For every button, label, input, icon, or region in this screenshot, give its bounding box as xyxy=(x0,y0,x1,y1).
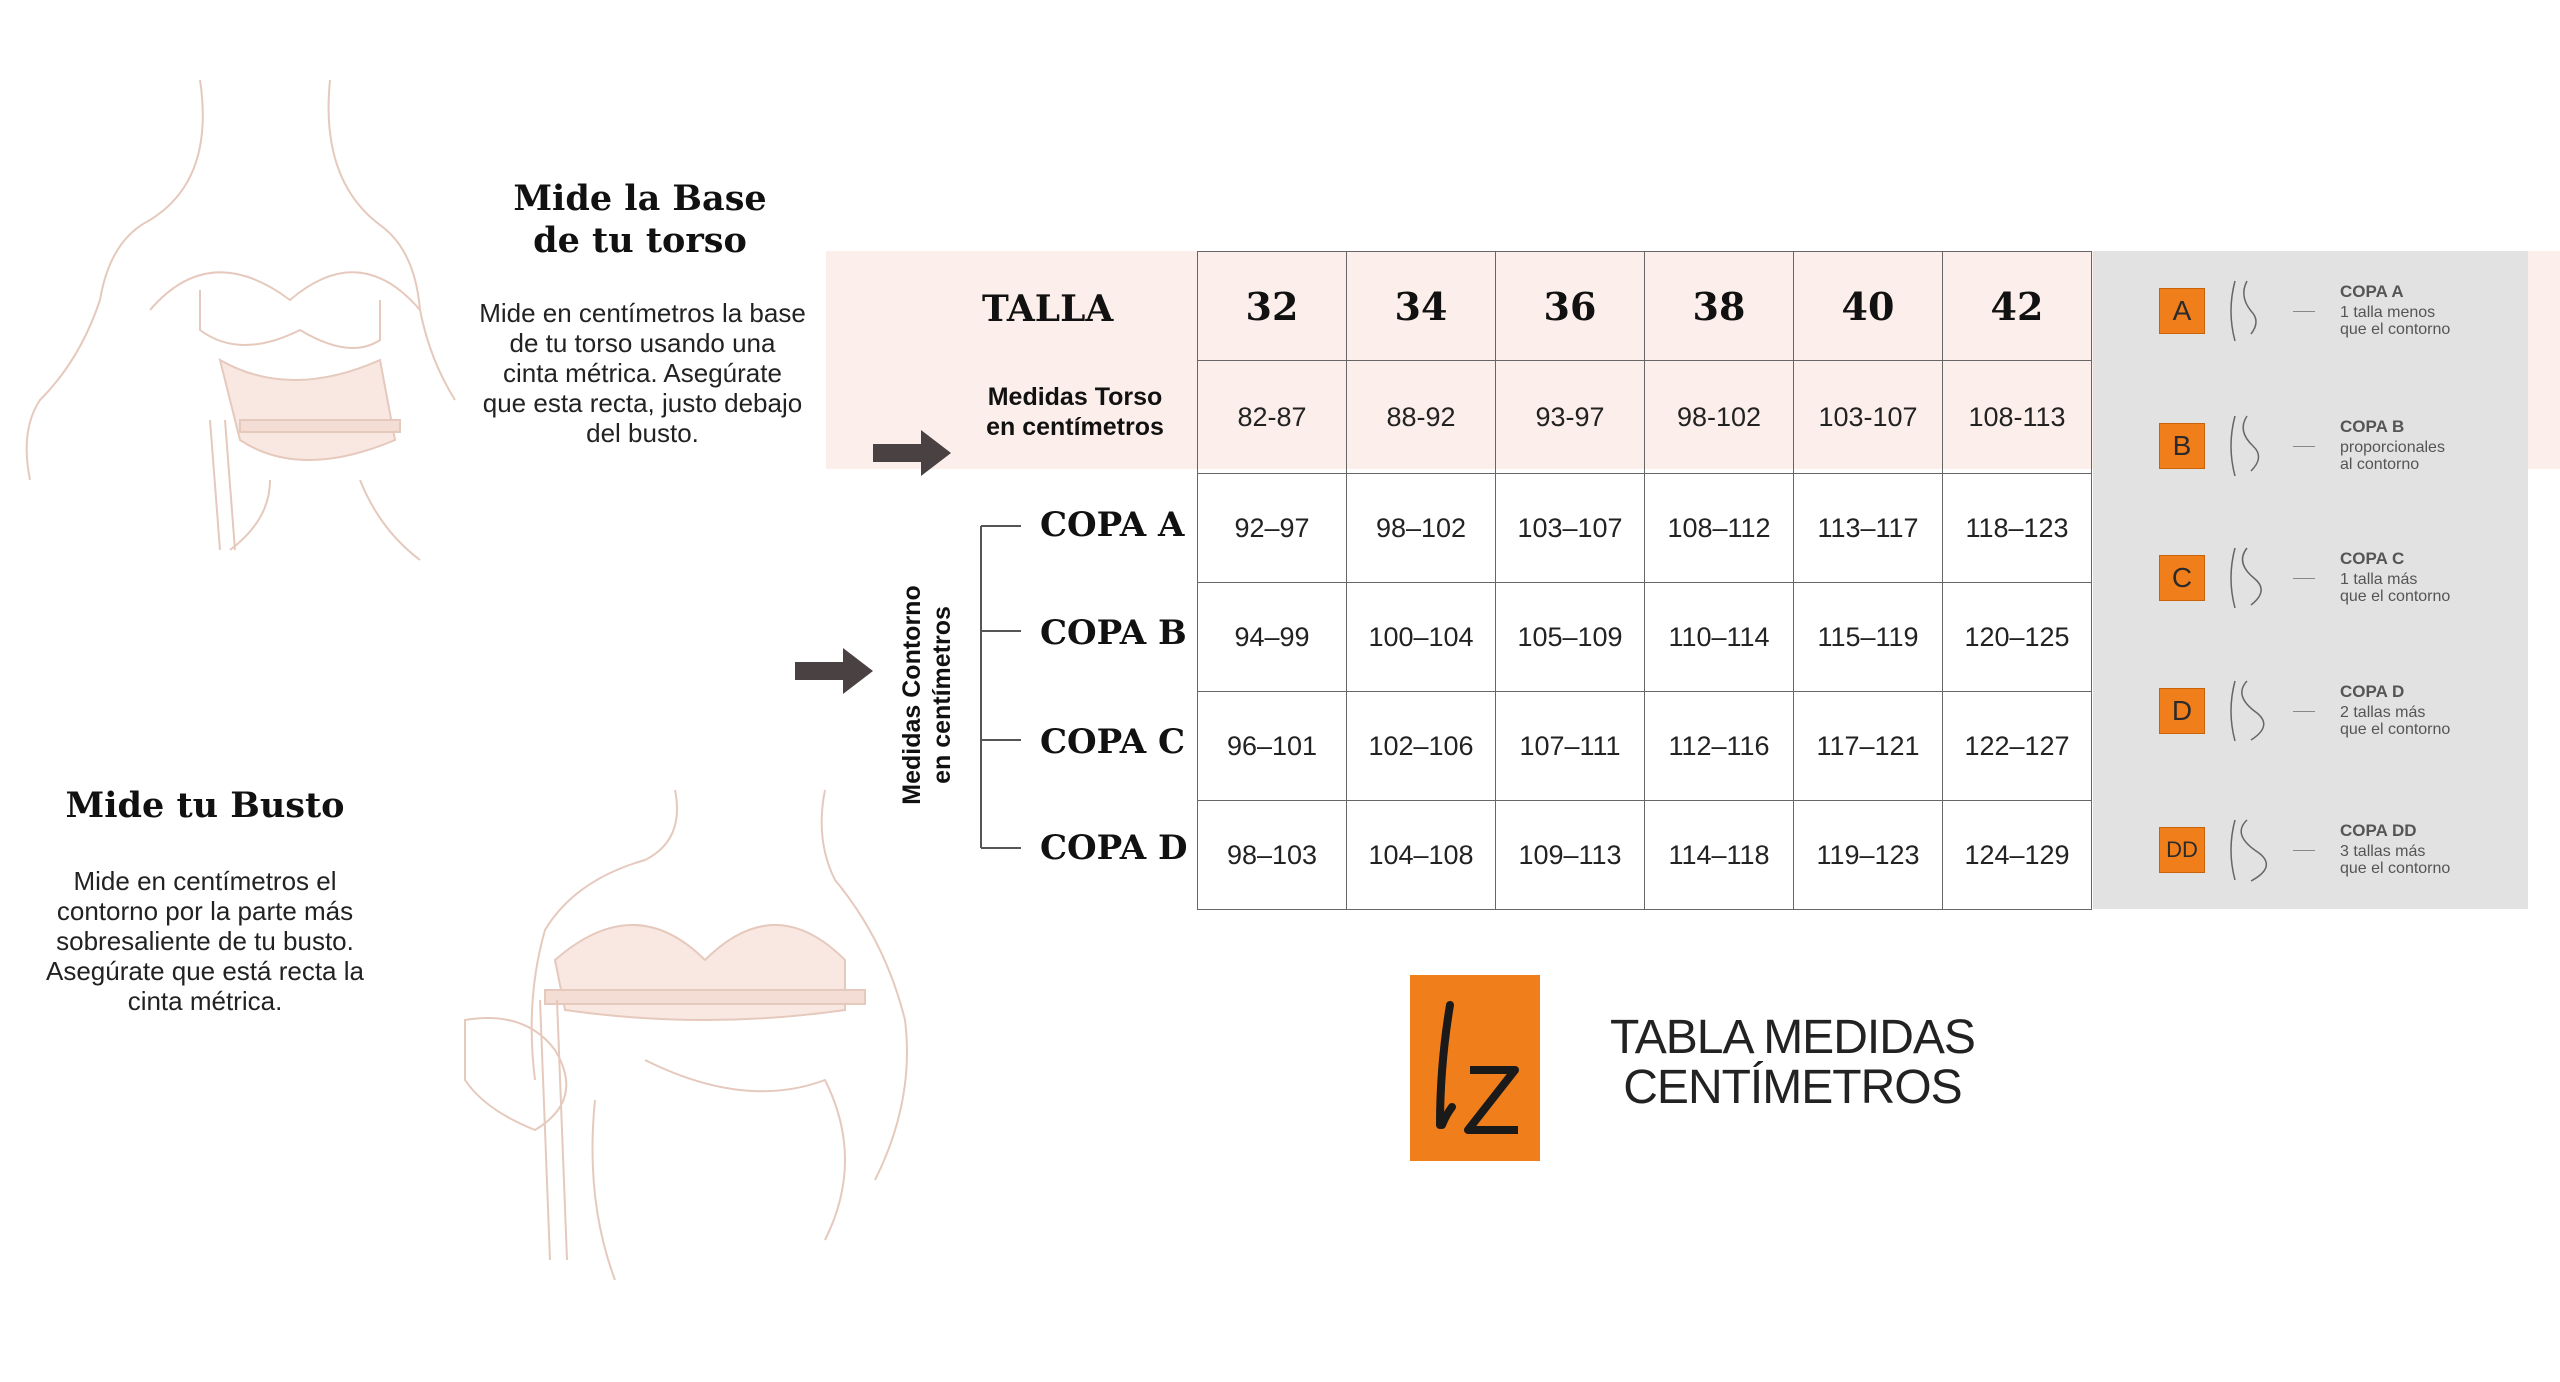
cup-guide-row xyxy=(2093,676,2528,746)
cup-description xyxy=(2340,304,2520,338)
cup-title: COPA C xyxy=(2340,549,2405,568)
contorno-cell: 100–104 xyxy=(1347,583,1496,692)
cup-description-line: que el contorno xyxy=(2340,321,2451,338)
bust-instructions-line: cinta métrica. xyxy=(127,986,283,1016)
contorno-cell: 109–113 xyxy=(1496,801,1645,910)
cup-description-line: proporcionales xyxy=(2340,439,2445,456)
cup-guide-row xyxy=(2093,543,2528,613)
size-cell: 36 xyxy=(1496,252,1645,361)
contorno-cell: 92–97 xyxy=(1198,474,1347,583)
breast-profile-icon xyxy=(2225,411,2285,481)
torso-row xyxy=(1198,361,2092,474)
divider xyxy=(2293,850,2315,851)
torso-cell: 98-102 xyxy=(1645,361,1794,474)
chart-title xyxy=(1610,1013,1975,1113)
torso-instructions-line: de tu torso usando una xyxy=(509,328,776,358)
size-cell: 40 xyxy=(1794,252,1943,361)
contorno-cell: 124–129 xyxy=(1943,801,2092,910)
cup-description-line: 2 tallas más xyxy=(2340,704,2426,721)
torso-cell: 82-87 xyxy=(1198,361,1347,474)
cup-description-line: al contorno xyxy=(2340,456,2420,473)
torso-cell: 108-113 xyxy=(1943,361,2092,474)
torso-instructions xyxy=(455,298,830,448)
contorno-measure-label-line1: Medidas Contorno xyxy=(898,585,926,805)
size-cell: 38 xyxy=(1645,252,1794,361)
breast-profile-icon xyxy=(2225,676,2285,746)
breast-profile-icon xyxy=(2225,276,2285,346)
divider xyxy=(2293,311,2315,312)
contorno-measure-label xyxy=(897,525,957,865)
cup-letter-badge: D xyxy=(2159,688,2205,734)
arrow-right-icon xyxy=(795,648,875,694)
divider xyxy=(2293,446,2315,447)
contorno-cell: 113–117 xyxy=(1794,474,1943,583)
bust-instructions-line: contorno por la parte más xyxy=(56,896,354,926)
bust-illustration xyxy=(445,780,935,1300)
copa-a-label: COPA A xyxy=(1040,505,1185,545)
breast-profile-icon xyxy=(2225,543,2285,613)
talla-label: TALLA xyxy=(982,288,1114,330)
cup-letter-badge: B xyxy=(2159,423,2205,469)
copa-b-label: COPA B xyxy=(1040,613,1187,653)
torso-cell: 103-107 xyxy=(1794,361,1943,474)
cup-letter-badge: DD xyxy=(2159,827,2205,873)
torso-heading xyxy=(470,178,810,262)
cup-letter-badge: A xyxy=(2159,288,2205,334)
contorno-cell: 94–99 xyxy=(1198,583,1347,692)
cup-description-line: que el contorno xyxy=(2340,860,2451,877)
cup-guide-row xyxy=(2093,276,2528,346)
cup-guide-row xyxy=(2093,411,2528,481)
cup-title: COPA A xyxy=(2340,282,2404,301)
divider xyxy=(2293,711,2315,712)
arrow-right-icon xyxy=(873,430,953,476)
torso-illustration xyxy=(0,60,470,580)
contorno-cell: 115–119 xyxy=(1794,583,1943,692)
bust-instructions-line: Mide en centímetros el xyxy=(73,866,337,896)
contorno-cell: 122–127 xyxy=(1943,692,2092,801)
contorno-cell: 108–112 xyxy=(1645,474,1794,583)
bust-heading: Mide tu Busto xyxy=(65,785,345,826)
contorno-cell: 112–116 xyxy=(1645,692,1794,801)
contorno-cell: 103–107 xyxy=(1496,474,1645,583)
bust-instructions-line: Asegúrate que está recta la xyxy=(46,956,364,986)
contorno-cell: 117–121 xyxy=(1794,692,1943,801)
copa-b-row xyxy=(1198,583,2092,692)
logo-mark xyxy=(1410,975,1540,1161)
contorno-cell: 98–103 xyxy=(1198,801,1347,910)
copa-c-label: COPA C xyxy=(1040,722,1186,762)
torso-cell: 93-97 xyxy=(1496,361,1645,474)
copa-d-label: COPA D xyxy=(1040,828,1188,868)
cup-guide-panel xyxy=(2093,251,2528,909)
cup-description xyxy=(2340,571,2520,605)
size-cell: 32 xyxy=(1198,252,1347,361)
cup-description xyxy=(2340,704,2520,738)
copa-a-row xyxy=(1198,474,2092,583)
contorno-cell: 119–123 xyxy=(1794,801,1943,910)
size-header-row xyxy=(1198,252,2092,361)
torso-instructions-line: del busto. xyxy=(586,418,699,448)
contorno-cell: 96–101 xyxy=(1198,692,1347,801)
torso-measure-label-line2: en centímetros xyxy=(986,413,1164,441)
torso-instructions-line: cinta métrica. Asegúrate xyxy=(503,358,782,388)
cup-title: COPA B xyxy=(2340,417,2405,436)
cup-letter-badge: C xyxy=(2159,555,2205,601)
contorno-cell: 120–125 xyxy=(1943,583,2092,692)
bust-instructions-line: sobresaliente de tu busto. xyxy=(56,926,354,956)
contorno-cell: 118–123 xyxy=(1943,474,2092,583)
contorno-cell: 114–118 xyxy=(1645,801,1794,910)
bust-instructions xyxy=(20,866,390,1016)
torso-cell: 88-92 xyxy=(1347,361,1496,474)
breast-profile-icon xyxy=(2225,815,2285,885)
copa-c-row xyxy=(1198,692,2092,801)
cup-guide-row xyxy=(2093,815,2528,885)
contorno-cell: 98–102 xyxy=(1347,474,1496,583)
contorno-cell: 107–111 xyxy=(1496,692,1645,801)
cup-description xyxy=(2340,843,2520,877)
size-table xyxy=(1197,251,2092,910)
torso-measure-label-line1: Medidas Torso xyxy=(987,383,1163,411)
divider xyxy=(2293,578,2315,579)
brand-logo xyxy=(1410,975,1540,1161)
contorno-cell: 105–109 xyxy=(1496,583,1645,692)
cup-description-line: que el contorno xyxy=(2340,588,2451,605)
contorno-cell: 110–114 xyxy=(1645,583,1794,692)
torso-heading-line2: de tu torso xyxy=(533,220,747,261)
cup-title: COPA D xyxy=(2340,682,2405,701)
cup-description xyxy=(2340,439,2520,473)
chart-title-line1: TABLA MEDIDAS xyxy=(1610,1011,1975,1064)
size-cell: 42 xyxy=(1943,252,2092,361)
contorno-cell: 104–108 xyxy=(1347,801,1496,910)
chart-title-line2: CENTÍMETROS xyxy=(1623,1061,1962,1114)
copa-bracket xyxy=(975,520,1025,850)
torso-measure-label xyxy=(965,382,1185,442)
contorno-cell: 102–106 xyxy=(1347,692,1496,801)
cup-description-line: 3 tallas más xyxy=(2340,843,2426,860)
size-cell: 34 xyxy=(1347,252,1496,361)
torso-instructions-line: Mide en centímetros la base xyxy=(479,298,806,328)
cup-description-line: que el contorno xyxy=(2340,721,2451,738)
cup-description-line: 1 talla menos xyxy=(2340,304,2436,321)
torso-instructions-line: que esta recta, justo debajo xyxy=(482,388,803,418)
cup-title: COPA DD xyxy=(2340,821,2417,840)
torso-heading-line1: Mide la Base xyxy=(513,178,767,219)
copa-d-row xyxy=(1198,801,2092,910)
contorno-measure-label-line2: en centímetros xyxy=(928,606,956,784)
cup-description-line: 1 talla más xyxy=(2340,571,2418,588)
